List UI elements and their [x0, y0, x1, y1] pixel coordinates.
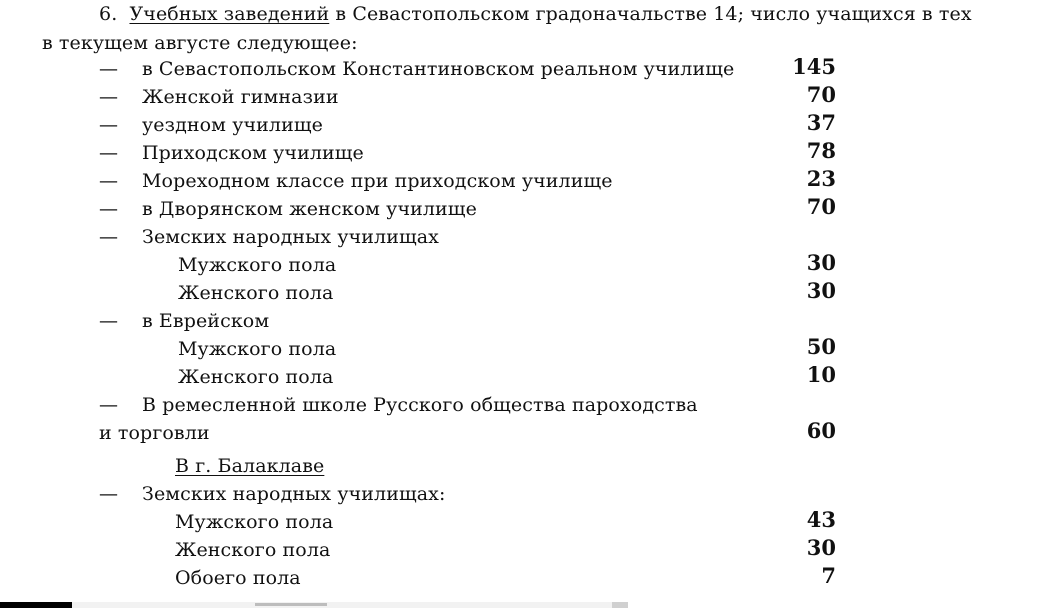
- row-label: Мореходном классе при приходском училище: [142, 170, 613, 192]
- row-label: Приходском училище: [142, 142, 364, 164]
- row-value: 7: [821, 563, 836, 588]
- row-label: Мужского пола: [175, 511, 334, 533]
- row-value: 37: [806, 110, 836, 135]
- row-value: 30: [806, 250, 836, 275]
- row-label: Земских народных училищах:: [142, 483, 446, 505]
- row-dash: —: [99, 394, 119, 416]
- row-label: Обоего пола: [175, 567, 301, 589]
- row-dash: —: [99, 198, 119, 220]
- section-subheading: В г. Балаклаве: [175, 455, 325, 477]
- row-value: 43: [806, 507, 836, 532]
- row-value: 23: [806, 166, 836, 191]
- row-value: 60: [806, 418, 836, 443]
- row-dash: —: [99, 114, 119, 136]
- scan-edge-mark: [612, 602, 628, 608]
- row-dash: —: [99, 310, 119, 332]
- row-dash: —: [99, 483, 119, 505]
- row-value: 50: [806, 334, 836, 359]
- row-value: 145: [792, 54, 836, 79]
- row-label: В ремесленной школе Русского общества пароходства: [142, 394, 698, 416]
- row-label: в Севастопольском Константиновском реальном училище: [142, 58, 735, 80]
- row-dash: —: [99, 226, 119, 248]
- heading-line-2: в текущем августе следующее:: [42, 32, 358, 54]
- row-label: Женского пола: [178, 282, 334, 304]
- row-value: 78: [806, 138, 836, 163]
- scan-edge-bar: [0, 602, 72, 608]
- row-value: 70: [806, 82, 836, 107]
- row-label: Женского пола: [178, 366, 334, 388]
- row-dash: —: [99, 142, 119, 164]
- row-label: Женского пола: [175, 539, 331, 561]
- row-dash: —: [99, 86, 119, 108]
- row-label: Мужского пола: [178, 338, 337, 360]
- scan-edge-strip: [72, 602, 628, 608]
- row-label: в Дворянском женском училище: [142, 198, 477, 220]
- row-label: Мужского пола: [178, 254, 337, 276]
- row-label: Женской гимназии: [142, 86, 339, 108]
- row-value: 30: [806, 535, 836, 560]
- heading-rest: в Севастопольском градоначальстве 14; число учащихся в тех: [335, 3, 972, 25]
- row-dash: —: [99, 58, 119, 80]
- heading-underlined-term: Учебных заведений: [129, 3, 330, 25]
- row-value: 70: [806, 194, 836, 219]
- heading-number: 6.: [99, 3, 118, 25]
- row-value: 30: [806, 278, 836, 303]
- row-label: Земских народных училищах: [142, 226, 439, 248]
- scan-edge-mark: [255, 603, 327, 606]
- heading-line-1: [99, 0, 972, 28]
- row-dash: —: [99, 170, 119, 192]
- row-label: в Еврейском: [142, 310, 270, 332]
- row-value: 10: [806, 362, 836, 387]
- row-label: и торговли: [99, 422, 210, 444]
- row-label: уездном училище: [142, 114, 323, 136]
